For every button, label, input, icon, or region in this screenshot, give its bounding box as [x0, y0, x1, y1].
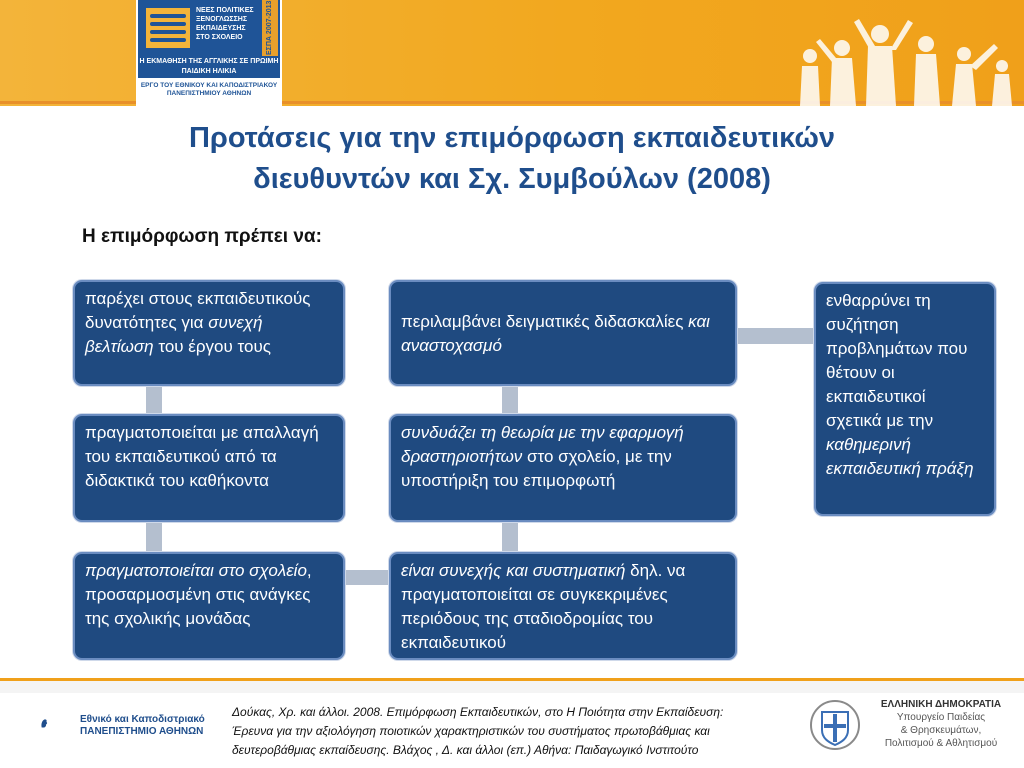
box-teaching-release [73, 414, 345, 522]
box-emphasis: και αναστοχασμό [401, 312, 710, 355]
logo-line: ΕΚΠΑΙΔΕΥΣΗΣ [196, 25, 246, 32]
greek-emblem-icon [808, 696, 862, 754]
project-name-strip: Η ΕΚΜΑΘΗΣΗ ΤΗΣ ΑΓΓΛΙΚΗΣ ΣΕ ΠΡΩΙΜΗ ΠΑΙΔΙΚΗ ΗΛΙΚΙΑ [138, 56, 280, 78]
box-emphasis: συνδυάζει τη θεωρία με την εφαρμογή δραστηριοτήτων [401, 423, 684, 466]
university-logo-text [80, 714, 205, 738]
connector [502, 522, 518, 552]
footer-divider [0, 678, 1024, 693]
citation-line: δευτεροβάθμιας εκπαίδευσης. Βλάχος , Δ. και άλλοι (επ.) Αθήνα: Παιδαγωγικό Ινστιτούτο [232, 743, 699, 757]
box-encourage-discussion [814, 282, 996, 516]
ministry-line: Υπουργείο Παιδείας [896, 712, 986, 723]
ministry-logo-text [866, 698, 1016, 750]
box-theory-practice [389, 414, 737, 522]
title-line: διευθυντών και Σχ. Συμβούλων (2008) [253, 163, 771, 195]
ministry-line: Πολιτισμού & Αθλητισμού [884, 738, 998, 749]
citation-line: Δούκας, Χρ. και άλλοι. 2008. Επιμόρφωση Εκπαιδευτικών, στο Η Ποιότητα στην Εκπαίδευση: [232, 705, 724, 719]
connector [146, 522, 162, 552]
athena-head-icon [40, 698, 76, 748]
box-text: , προσαρμοσμένη στις ανάγκες της σχολικής μονάδας [85, 561, 312, 628]
title-line: Προτάσεις για την επιμόρφωση εκπαιδευτικών [188, 122, 835, 154]
espa-label: ΕΣΠΑ 2007-2013 [262, 0, 278, 56]
box-continuous-improvement [73, 280, 345, 386]
box-emphasis: είναι συνεχής και συστηματική [401, 561, 626, 580]
citation [232, 703, 798, 760]
connector [502, 384, 518, 414]
box-demo-teaching [389, 280, 737, 386]
university-name: Εθνικό και Καποδιστριακό [80, 714, 205, 725]
connector [736, 328, 814, 344]
box-emphasis: καθημερινή εκπαιδευτική πράξη [826, 435, 974, 478]
box-text: περιλαμβάνει δειγματικές διδασκαλίες [401, 312, 689, 331]
box-text: ενθαρρύνει τη συζήτηση προβλημάτων που θέτουν οι εκπαιδευτικοί σχετικά με την [826, 291, 968, 430]
ministry-heading: ΕΛΛΗΝΙΚΗ ΔΗΜΟΚΡΑΤΙΑ [880, 699, 1002, 710]
box-continuous-systematic [389, 552, 737, 660]
connector [146, 384, 162, 414]
logo-line: ΝΕΕΣ ΠΟΛΙΤΙΚΕΣ [196, 7, 254, 14]
box-text: δηλ. να πραγματοποιείται σε συγκεκριμένες περιόδους της σταδιοδρομίας του εκπαιδευτικού [401, 561, 686, 652]
page-title [80, 118, 944, 200]
connector [344, 570, 390, 585]
book-icon [146, 8, 190, 48]
citation-line: Έρευνα για την αξιολόγηση ποιοτικών χαρακτηριστικών του συστήματος πρωτοβάθμιας και [232, 724, 710, 738]
box-emphasis: συνεχή βελτίωση [85, 313, 263, 356]
ministry-line: & Θρησκευμάτων, [900, 725, 982, 736]
box-school-based [73, 552, 345, 660]
box-emphasis: πραγματοποιείται στο σχολείο [85, 561, 307, 580]
box-text: του έργου τους [153, 337, 271, 356]
box-text: στο σχολείο, με την υποστήριξη του επιμορφωτή [401, 447, 672, 490]
project-logo-text [196, 6, 256, 42]
children-silhouette-icon [780, 14, 1024, 106]
logo-line: ΞΕΝΟΓΛΩΣΣΗΣ [196, 16, 248, 23]
box-text: παρέχει στους εκπαιδευτικούς δυνατότητες για [85, 289, 311, 332]
university-credit: ΕΡΓΟ ΤΟΥ ΕΘΝΙΚΟΥ ΚΑΙ ΚΑΠΟΔΙΣΤΡΙΑΚΟΥ ΠΑΝΕΠΙΣΤΗΜΙΟΥ ΑΘΗΝΩΝ [140, 82, 278, 97]
university-name: ΠΑΝΕΠΙΣΤΗΜΙΟ ΑΘΗΝΩΝ [80, 726, 204, 737]
box-text: πραγματοποιείται με απαλλαγή του εκπαιδευτικού από τα διδακτικά του καθήκοντα [85, 423, 319, 490]
section-heading: Η επιμόρφωση πρέπει να: [82, 226, 322, 247]
logo-line: ΣΤΟ ΣΧΟΛΕΙΟ [196, 34, 243, 41]
